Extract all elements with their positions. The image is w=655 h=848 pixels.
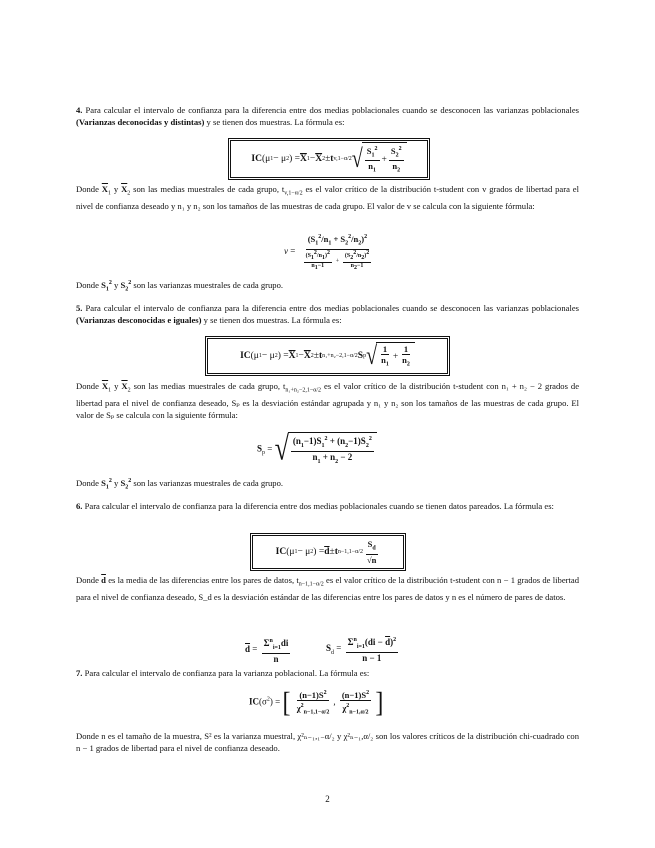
section-5-intro: 5. Para calcular el intervalo de confianza para la diferencia entre dos medias poblacionales cuando se desconocen las varianzas poblacionales (Varianzas desconocidas e iguales) y se tienen dos muestras. La fórmula es:: [76, 303, 579, 326]
section-6-description: Donde $\overline{d}$ es la media de las diferencias entre los pares de datos, $t_{n-1,1-\alpha/2}$ es el valor crítico de la distribución t-student con n − 1 grados de libertad para el nivel de confianza deseado, S_d es la desviación estándar de las diferencias entre los pares de datos y n es el número de pares de datos.: [76, 575, 579, 602]
section-4-variances-note: Donde $S_1^2$ y $S_2^2$ son las varianzas muestrales de cada grupo.: [76, 279, 284, 293]
section-6-intro: 6. Para calcular el intervalo de confianza para la diferencia entre dos medias poblacionales cuando se tienen datos pareados. La fórmula es:: [76, 501, 554, 511]
section-7-intro: 7. Para calcular el intervalo de confianza para la varianza poblacional. La fórmula es:: [76, 668, 370, 678]
section-5-variances-note: Donde $S_1^2$ y $S_2^2$ son las varianzas muestrales de cada grupo.: [76, 477, 284, 491]
formula-ic-variance: $IC(\sigma^2)$ = [ $\frac{(n-1)S^2}{\chi^2_{n-1,1-\alpha/2}}$ , $\frac{(n-1)S^2}{\chi^2_{n-1,\alpha/2}}$ ]: [249, 687, 384, 719]
section-4-intro: 4. Para calcular el intervalo de confianza para la diferencia entre dos medias poblacionales cuando se desconocen las varianzas poblacionales (Varianzas deconocidas y distintas) y se tienen dos muestras. La fórmula es:: [76, 105, 579, 128]
formula-ic-equal-variances: IC (μ 1 − μ 2 ) = $\overline{X}$ 1 − $\overline{X}$ 2 ± t n₁+n₂−2,1−α/2 S p √ $\frac{1}{n_1}$ + $\frac{1}{n_2}$: [207, 338, 448, 374]
formula-sd-differences: $S_d$ = $\frac{\Sigma^n_{i=1}(di - \overline{d})^2}{n - 1}$: [326, 637, 397, 663]
formula-degrees-of-freedom: v = $(S_1^2/n_1 + S_2^2/n_2)^2$ $\frac{(S_1^2/n_1)^2}{n_1-1}$ + $\frac{(S_2^2/n_2)^2}{n_2-1}$: [284, 233, 370, 271]
section-7-description: Donde n es el tamaño de la muestra, S² es la varianza muestral, χ²ₙ₋₁,₁₋α/₂ y χ²ₙ₋₁,α/₂ son los valores críticos de la distribución chi-cuadrado con n − 1 grados de libertad para el nivel de confianza deseado.: [76, 731, 579, 754]
formula-mean-differences: $\overline{d}$ = $\frac{\Sigma^n_{i=1}di}{n}$: [245, 638, 289, 664]
section-4-description: Donde $\overline{X}_1$ y $\overline{X}_2$ son las medias muestrales de cada grupo, $t_{v,1-\alpha/2}$ es el valor crítico de la distribución t-student con v grados de libertad para el nivel de confianza deseado y n₁ y n₂ son los tamaños de las muestras de cada grupo. El valor de v se calcula con la siguiente fórmula:: [76, 184, 579, 211]
formula-ic-paired: IC (μ 1 − μ 2 ) = $\overline{d}$ ± t n−1,1−α/2 $\frac{S_d}{√n}$: [252, 535, 404, 569]
formula-ic-unequal-variances: IC (μ 1 − μ 2 ) = $\overline{X}$ 1 − $\overline{X}$ 2 ± t v,1−α/2 √ $\frac{S_1^2}{n_1}$ + $\frac{S_2^2}{n_2}$: [230, 140, 428, 178]
page-number: 2: [325, 794, 330, 804]
section-5-description: Donde $\overline{X}_1$ y $\overline{X}_2$ son las medias muestrales de cada grupo, $t_{n_1+n_2-2,1-\alpha/2}$ es el valor crítico de la distribución t-student con n₁ + n₂ − 2 grados de libertad para el nivel de confianza deseado, Sₚ es la desviación estándar agrupada y n₁ y n₂ son los tamaños de las muestras de cada grupo. El valor de Sₚ se calcula con la siguiente fórmula:: [76, 381, 580, 421]
formula-pooled-sd: $S_p$ = √ $\frac{(n_1-1)S_1^2 + (n_2-1)S_2^2}{n_1 + n_2 - 2}$: [257, 432, 377, 467]
